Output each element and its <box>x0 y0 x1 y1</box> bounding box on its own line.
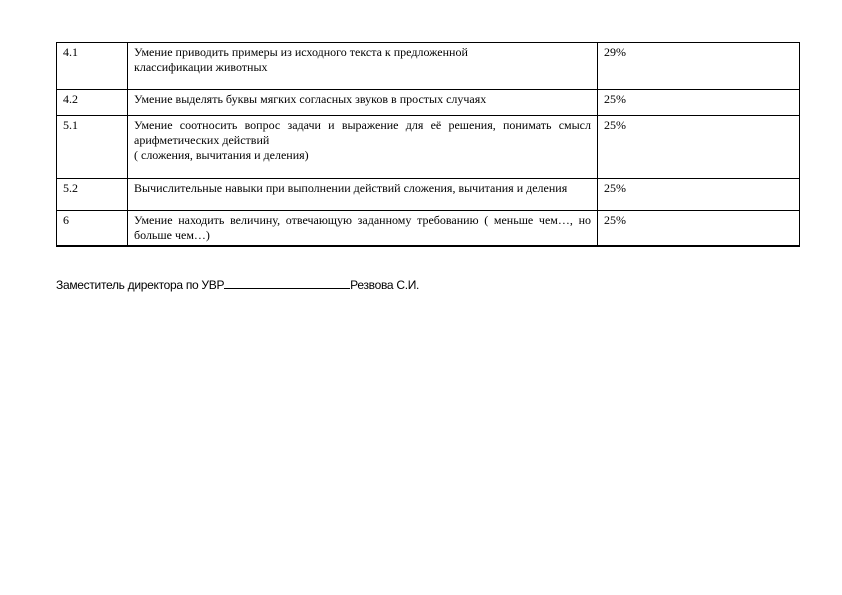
description-line: Умение находить величину, отвечающую заданному требованию ( меньше чем…, но больше чем…) <box>134 213 591 242</box>
signature-line <box>224 276 350 289</box>
row-description <box>128 211 598 247</box>
signature-name: Резвова С.И. <box>350 278 420 292</box>
table-row <box>57 179 800 211</box>
description-line: Вычислительные навыки при выполнении действий сложения, вычитания и деления <box>134 181 568 195</box>
row-percent: 25% <box>598 179 800 211</box>
row-description <box>128 90 598 116</box>
description-line: классификации животных <box>134 60 268 74</box>
row-description <box>128 43 598 90</box>
description-line: Умение выделять буквы мягких согласных звуков в простых случаях <box>134 92 487 106</box>
row-percent: 25% <box>598 90 800 116</box>
row-number: 5.1 <box>57 116 128 179</box>
description-line: Умение соотносить вопрос задачи и выражение для её решения, понимать смысл арифметических действий <box>134 118 591 147</box>
row-percent: 25% <box>598 211 800 247</box>
row-percent: 29% <box>598 43 800 90</box>
table-row <box>57 211 800 247</box>
description-line: ( сложения, вычитания и деления) <box>134 148 309 162</box>
table-row <box>57 90 800 116</box>
row-number: 5.2 <box>57 179 128 211</box>
row-number: 4.1 <box>57 43 128 90</box>
signature-title: Заместитель директора по УВР <box>56 278 225 292</box>
description-line: Умение приводить примеры из исходного текста к предложенной <box>134 45 468 59</box>
row-number: 4.2 <box>57 90 128 116</box>
signature-block <box>56 276 419 292</box>
row-description <box>128 116 598 179</box>
skills-table <box>56 42 800 247</box>
row-description <box>128 179 598 211</box>
row-percent: 25% <box>598 116 800 179</box>
table-row <box>57 116 800 179</box>
row-number: 6 <box>57 211 128 247</box>
table-row <box>57 43 800 90</box>
